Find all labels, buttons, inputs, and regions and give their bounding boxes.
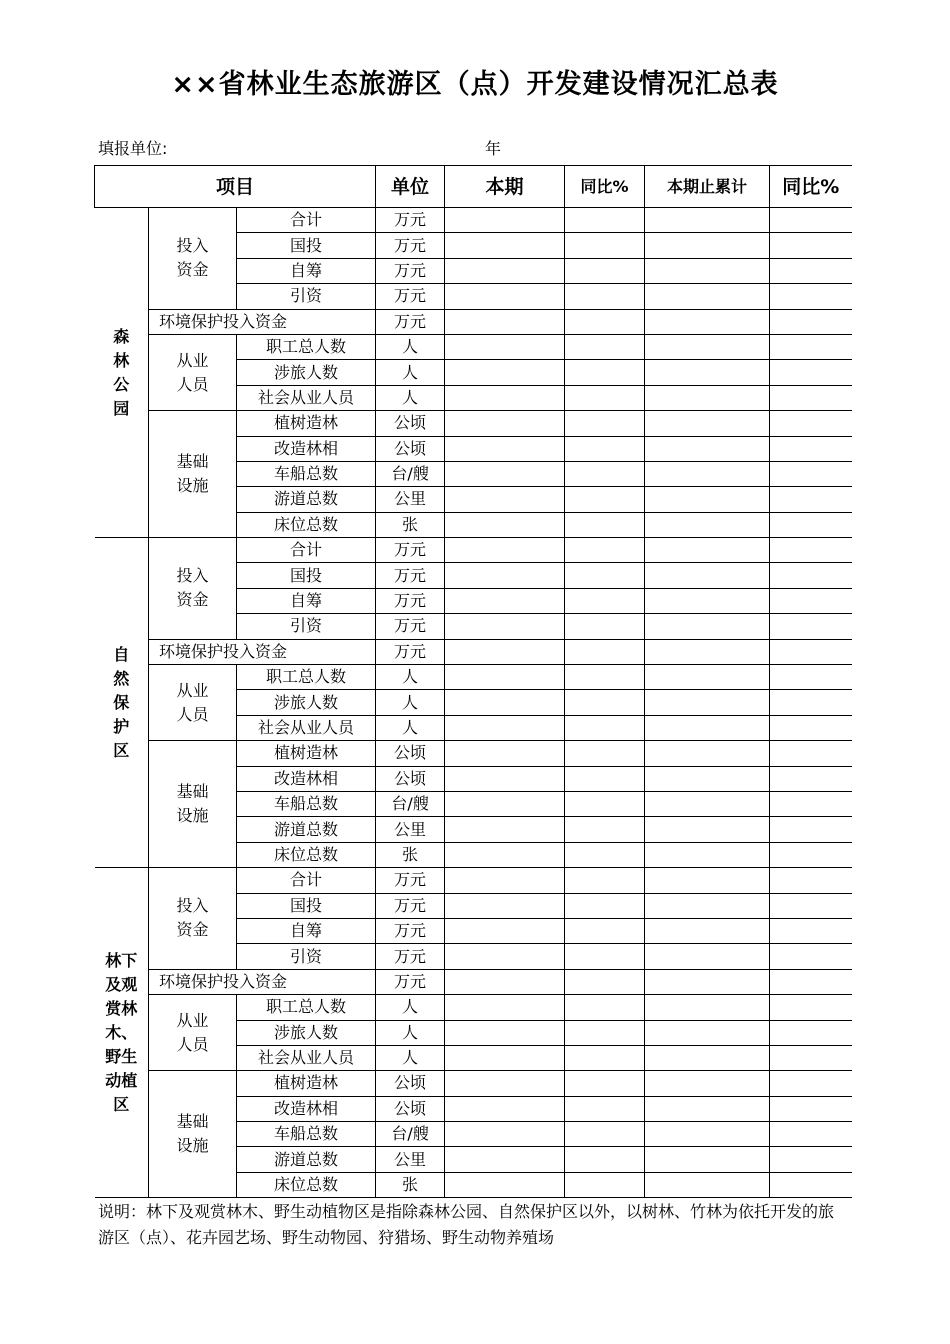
data-cell[interactable] (445, 995, 565, 1020)
item-label: 职工总人数 (237, 334, 376, 359)
data-cell[interactable] (645, 665, 770, 690)
data-cell[interactable] (645, 715, 770, 740)
unit-label: 人 (376, 1020, 445, 1045)
header-cumulative: 本期止累计 (645, 166, 770, 208)
data-cell[interactable] (770, 258, 852, 283)
data-cell[interactable] (770, 715, 852, 740)
data-cell[interactable] (565, 461, 645, 486)
data-cell[interactable] (645, 487, 770, 512)
data-cell[interactable] (645, 995, 770, 1020)
data-cell[interactable] (445, 639, 565, 664)
data-cell[interactable] (445, 1045, 565, 1070)
data-cell[interactable] (445, 1172, 565, 1197)
data-cell[interactable] (770, 893, 852, 918)
data-cell[interactable] (645, 411, 770, 436)
data-cell[interactable] (565, 538, 645, 563)
region-text: 自 然 保 护 区 (113, 644, 130, 760)
unit-label: 万元 (376, 233, 445, 258)
item-label: 床位总数 (237, 512, 376, 537)
data-cell[interactable] (770, 1147, 852, 1172)
data-cell[interactable] (645, 766, 770, 791)
unit-label: 万元 (376, 893, 445, 918)
table-row (95, 1071, 852, 1096)
table-row (95, 868, 852, 893)
item-label: 车船总数 (237, 461, 376, 486)
data-cell[interactable] (445, 360, 565, 385)
data-cell[interactable] (445, 817, 565, 842)
note-text: 说明：林下及观赏林木、野生动植物区是指除森林公园、自然保护区以外，以树林、竹林为依托开发的旅游区（点）、花卉园艺场、野生动物园、狩猎场、野生动物养殖场 (98, 1202, 835, 1247)
group-label (149, 334, 237, 410)
group-text: 投入 资金 (176, 566, 209, 610)
data-cell[interactable] (445, 791, 565, 816)
data-cell[interactable] (770, 791, 852, 816)
group-label (149, 741, 237, 868)
data-cell[interactable] (770, 284, 852, 309)
data-cell[interactable] (645, 233, 770, 258)
item-label: 社会从业人员 (237, 1045, 376, 1070)
unit-label: 公顷 (376, 1096, 445, 1121)
data-cell[interactable] (565, 690, 645, 715)
data-cell[interactable] (645, 1020, 770, 1045)
data-cell[interactable] (565, 385, 645, 410)
data-cell[interactable] (565, 944, 645, 969)
data-cell[interactable] (645, 893, 770, 918)
data-cell[interactable] (645, 842, 770, 867)
data-cell[interactable] (645, 512, 770, 537)
data-cell[interactable] (445, 487, 565, 512)
unit-label: 万元 (376, 614, 445, 639)
item-label: 国投 (237, 563, 376, 588)
unit-label: 人 (376, 690, 445, 715)
data-cell[interactable] (445, 385, 565, 410)
unit-label: 人 (376, 334, 445, 359)
data-cell[interactable] (565, 741, 645, 766)
table-row (95, 665, 852, 690)
region-text: 森 林 公 园 (113, 326, 130, 418)
data-cell[interactable] (445, 1122, 565, 1147)
data-cell[interactable] (770, 563, 852, 588)
group-text: 基础 设施 (176, 782, 209, 826)
data-cell[interactable] (565, 563, 645, 588)
region-label (95, 868, 149, 1198)
unit-label: 人 (376, 715, 445, 740)
header-item: 项目 (95, 166, 376, 208)
data-cell[interactable] (770, 512, 852, 537)
header-row (95, 166, 852, 208)
data-cell[interactable] (565, 893, 645, 918)
item-label: 车船总数 (237, 1122, 376, 1147)
item-label: 植树造林 (237, 411, 376, 436)
data-cell[interactable] (565, 817, 645, 842)
data-cell[interactable] (565, 665, 645, 690)
data-cell[interactable] (445, 208, 565, 233)
data-cell[interactable] (445, 665, 565, 690)
data-cell[interactable] (565, 1071, 645, 1096)
data-cell[interactable] (565, 309, 645, 334)
group-text: 投入 资金 (176, 896, 209, 940)
data-cell[interactable] (770, 538, 852, 563)
item-label: 改造林相 (237, 1096, 376, 1121)
summary-table (94, 165, 852, 1198)
group-label (149, 208, 237, 310)
header-yoy2: 同比% (770, 166, 852, 208)
data-cell[interactable] (445, 741, 565, 766)
data-cell[interactable] (770, 360, 852, 385)
unit-label: 人 (376, 360, 445, 385)
data-cell[interactable] (645, 944, 770, 969)
data-cell[interactable] (645, 208, 770, 233)
data-cell[interactable] (445, 334, 565, 359)
data-cell[interactable] (565, 334, 645, 359)
data-cell[interactable] (645, 258, 770, 283)
item-label: 合计 (237, 868, 376, 893)
data-cell[interactable] (565, 969, 645, 994)
data-cell[interactable] (770, 588, 852, 613)
data-cell[interactable] (565, 868, 645, 893)
unit-label: 台/艘 (376, 461, 445, 486)
group-label (149, 868, 237, 970)
data-cell[interactable] (565, 639, 645, 664)
unit-label: 张 (376, 842, 445, 867)
group-text: 基础 设施 (176, 1112, 209, 1156)
data-cell[interactable] (645, 1045, 770, 1070)
data-cell[interactable] (770, 944, 852, 969)
data-cell[interactable] (770, 918, 852, 943)
data-cell[interactable] (645, 817, 770, 842)
data-cell[interactable] (770, 233, 852, 258)
data-cell[interactable] (645, 284, 770, 309)
data-cell[interactable] (770, 969, 852, 994)
item-label: 合计 (237, 538, 376, 563)
data-cell[interactable] (770, 385, 852, 410)
data-cell[interactable] (770, 995, 852, 1020)
unit-label: 万元 (376, 208, 445, 233)
data-cell[interactable] (770, 817, 852, 842)
data-cell[interactable] (565, 411, 645, 436)
data-cell[interactable] (565, 436, 645, 461)
data-cell[interactable] (645, 1071, 770, 1096)
data-cell[interactable] (445, 715, 565, 740)
data-cell[interactable] (565, 766, 645, 791)
data-cell[interactable] (445, 436, 565, 461)
table-row (95, 309, 852, 334)
data-cell[interactable] (770, 436, 852, 461)
data-cell[interactable] (645, 436, 770, 461)
data-cell[interactable] (565, 258, 645, 283)
group-label (149, 1071, 237, 1198)
data-cell[interactable] (445, 614, 565, 639)
data-cell[interactable] (445, 411, 565, 436)
unit-label: 万元 (376, 969, 445, 994)
unit-label: 张 (376, 1172, 445, 1197)
item-label: 社会从业人员 (237, 715, 376, 740)
item-label: 引资 (237, 284, 376, 309)
data-cell[interactable] (770, 868, 852, 893)
data-cell[interactable] (445, 969, 565, 994)
data-cell[interactable] (565, 842, 645, 867)
data-cell[interactable] (565, 614, 645, 639)
table-row (95, 995, 852, 1020)
data-cell[interactable] (645, 563, 770, 588)
data-cell[interactable] (645, 969, 770, 994)
data-cell[interactable] (645, 791, 770, 816)
unit-label: 人 (376, 385, 445, 410)
item-label: 引资 (237, 614, 376, 639)
header-current: 本期 (445, 166, 565, 208)
item-label: 国投 (237, 233, 376, 258)
data-cell[interactable] (645, 868, 770, 893)
data-cell[interactable] (565, 487, 645, 512)
item-label: 植树造林 (237, 741, 376, 766)
data-cell[interactable] (645, 334, 770, 359)
group-label (149, 995, 237, 1071)
item-label: 职工总人数 (237, 665, 376, 690)
data-cell[interactable] (770, 690, 852, 715)
env-protection-label: 环境保护投入资金 (149, 969, 376, 994)
data-cell[interactable] (565, 360, 645, 385)
table-row (95, 639, 852, 664)
data-cell[interactable] (445, 512, 565, 537)
group-label (149, 538, 237, 640)
data-cell[interactable] (445, 233, 565, 258)
unit-label: 人 (376, 1045, 445, 1070)
data-cell[interactable] (445, 284, 565, 309)
item-label: 合计 (237, 208, 376, 233)
data-cell[interactable] (770, 334, 852, 359)
unit-label: 公里 (376, 1147, 445, 1172)
group-label (149, 665, 237, 741)
data-cell[interactable] (565, 208, 645, 233)
data-cell[interactable] (445, 893, 565, 918)
data-cell[interactable] (565, 1147, 645, 1172)
data-cell[interactable] (645, 309, 770, 334)
data-cell[interactable] (565, 995, 645, 1020)
data-cell[interactable] (445, 563, 565, 588)
region-label (95, 208, 149, 538)
group-text: 从业 人员 (176, 350, 209, 394)
data-cell[interactable] (565, 1045, 645, 1070)
data-cell[interactable] (445, 842, 565, 867)
unit-label: 万元 (376, 284, 445, 309)
unit-label: 公里 (376, 487, 445, 512)
unit-label: 公顷 (376, 411, 445, 436)
unit-label: 万元 (376, 639, 445, 664)
data-cell[interactable] (645, 360, 770, 385)
item-label: 车船总数 (237, 791, 376, 816)
data-cell[interactable] (445, 538, 565, 563)
data-cell[interactable] (445, 944, 565, 969)
unit-label: 万元 (376, 258, 445, 283)
data-cell[interactable] (445, 918, 565, 943)
group-label (149, 411, 237, 538)
data-cell[interactable] (445, 258, 565, 283)
item-label: 自筹 (237, 918, 376, 943)
data-cell[interactable] (565, 918, 645, 943)
data-cell[interactable] (770, 487, 852, 512)
item-label: 游道总数 (237, 1147, 376, 1172)
item-label: 床位总数 (237, 1172, 376, 1197)
item-label: 涉旅人数 (237, 360, 376, 385)
unit-label: 人 (376, 995, 445, 1020)
unit-label: 万元 (376, 309, 445, 334)
data-cell[interactable] (565, 588, 645, 613)
data-cell[interactable] (565, 1096, 645, 1121)
region-text: 林下 及观 赏林 木、 野生 动植 区 (105, 950, 138, 1114)
item-label: 国投 (237, 893, 376, 918)
data-cell[interactable] (770, 1020, 852, 1045)
data-cell[interactable] (445, 1020, 565, 1045)
data-cell[interactable] (645, 1096, 770, 1121)
data-cell[interactable] (445, 461, 565, 486)
data-cell[interactable] (445, 868, 565, 893)
data-cell[interactable] (645, 538, 770, 563)
item-label: 自筹 (237, 588, 376, 613)
data-cell[interactable] (645, 690, 770, 715)
data-cell[interactable] (770, 411, 852, 436)
data-cell[interactable] (770, 614, 852, 639)
data-cell[interactable] (565, 1020, 645, 1045)
env-protection-label: 环境保护投入资金 (149, 309, 376, 334)
data-cell[interactable] (770, 766, 852, 791)
data-cell[interactable] (445, 1071, 565, 1096)
item-label: 游道总数 (237, 817, 376, 842)
unit-label: 张 (376, 512, 445, 537)
unit-label: 公顷 (376, 1071, 445, 1096)
env-protection-label: 环境保护投入资金 (149, 639, 376, 664)
data-cell[interactable] (645, 614, 770, 639)
data-cell[interactable] (770, 639, 852, 664)
table-row (95, 208, 852, 233)
item-label: 改造林相 (237, 436, 376, 461)
item-label: 游道总数 (237, 487, 376, 512)
data-cell[interactable] (565, 1172, 645, 1197)
data-cell[interactable] (565, 233, 645, 258)
data-cell[interactable] (445, 766, 565, 791)
year-label: 年 (485, 139, 502, 158)
page-title: ××省林业生态旅游区（点）开发建设情况汇总表 (171, 69, 779, 100)
item-label: 自筹 (237, 258, 376, 283)
data-cell[interactable] (645, 639, 770, 664)
unit-label: 万元 (376, 918, 445, 943)
group-text: 投入 资金 (176, 236, 209, 280)
item-label: 涉旅人数 (237, 1020, 376, 1045)
item-label: 社会从业人员 (237, 385, 376, 410)
data-cell[interactable] (645, 1122, 770, 1147)
filler-unit-label: 填报单位: (98, 139, 168, 158)
data-cell[interactable] (445, 690, 565, 715)
group-text: 基础 设施 (176, 452, 209, 496)
data-cell[interactable] (770, 741, 852, 766)
data-cell[interactable] (770, 1071, 852, 1096)
data-cell[interactable] (770, 665, 852, 690)
unit-label: 万元 (376, 538, 445, 563)
unit-label: 台/艘 (376, 1122, 445, 1147)
table-row (95, 538, 852, 563)
item-label: 植树造林 (237, 1071, 376, 1096)
data-cell[interactable] (645, 588, 770, 613)
unit-label: 万元 (376, 868, 445, 893)
data-cell[interactable] (645, 918, 770, 943)
data-cell[interactable] (770, 1172, 852, 1197)
data-cell[interactable] (770, 461, 852, 486)
data-cell[interactable] (445, 1147, 565, 1172)
data-cell[interactable] (645, 1172, 770, 1197)
item-label: 涉旅人数 (237, 690, 376, 715)
data-cell[interactable] (445, 309, 565, 334)
data-cell[interactable] (645, 461, 770, 486)
table-row (95, 334, 852, 359)
group-text: 从业 人员 (176, 1010, 209, 1054)
data-cell[interactable] (645, 741, 770, 766)
unit-label: 公顷 (376, 766, 445, 791)
table-row (95, 411, 852, 436)
header-unit: 单位 (376, 166, 445, 208)
data-cell[interactable] (565, 284, 645, 309)
data-cell[interactable] (770, 1045, 852, 1070)
item-label: 引资 (237, 944, 376, 969)
item-label: 职工总人数 (237, 995, 376, 1020)
data-cell[interactable] (645, 1147, 770, 1172)
unit-label: 台/艘 (376, 791, 445, 816)
data-cell[interactable] (645, 385, 770, 410)
data-cell[interactable] (565, 1122, 645, 1147)
data-cell[interactable] (445, 1096, 565, 1121)
data-cell[interactable] (770, 1096, 852, 1121)
data-cell[interactable] (565, 512, 645, 537)
data-cell[interactable] (565, 791, 645, 816)
region-label (95, 538, 149, 868)
group-text: 从业 人员 (176, 680, 209, 724)
table-row (95, 969, 852, 994)
data-cell[interactable] (770, 309, 852, 334)
item-label: 改造林相 (237, 766, 376, 791)
data-cell[interactable] (445, 588, 565, 613)
unit-label: 公顷 (376, 741, 445, 766)
unit-label: 人 (376, 665, 445, 690)
data-cell[interactable] (770, 842, 852, 867)
data-cell[interactable] (770, 1122, 852, 1147)
data-cell[interactable] (565, 715, 645, 740)
unit-label: 万元 (376, 944, 445, 969)
unit-label: 公里 (376, 817, 445, 842)
table-row (95, 741, 852, 766)
unit-label: 万元 (376, 563, 445, 588)
unit-label: 万元 (376, 588, 445, 613)
unit-label: 公顷 (376, 436, 445, 461)
item-label: 床位总数 (237, 842, 376, 867)
header-yoy1: 同比% (565, 166, 645, 208)
data-cell[interactable] (770, 208, 852, 233)
